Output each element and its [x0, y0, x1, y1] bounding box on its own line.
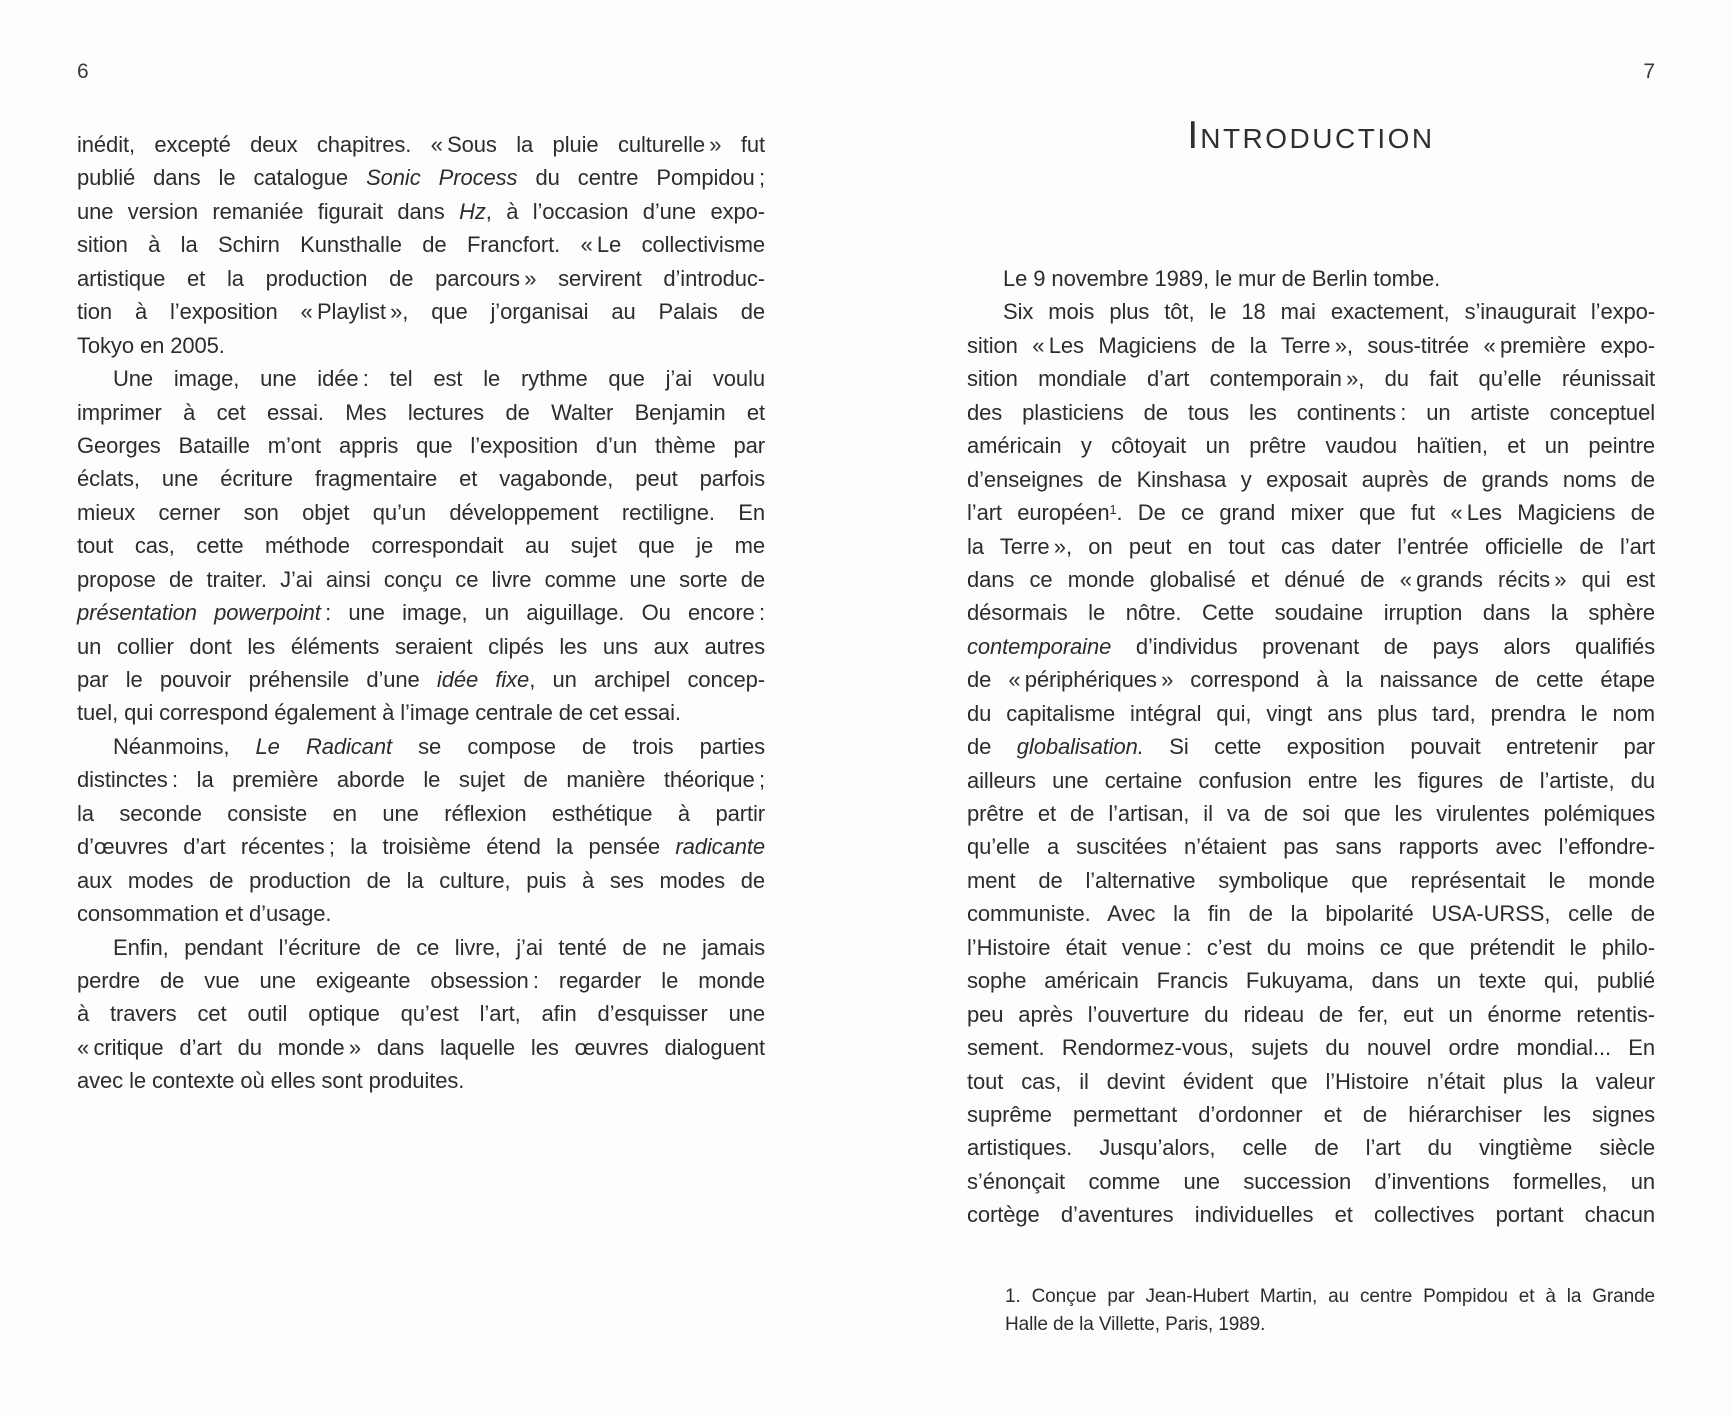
text-line: [77, 663, 765, 696]
text-segment: Enfin, pendant l’écriture de ce livre, j’ai tenté de ne jamais: [113, 934, 765, 960]
text-segment: du capitalisme intégral qui, vingt ans plus tard, prendra le nom: [967, 700, 1655, 726]
right-page-body: [967, 262, 1655, 1232]
text-line: [967, 1165, 1655, 1198]
text-segment: consommation et d’usage.: [77, 901, 332, 927]
text-segment: dans ce monde globalisé et dénué de « grands récits » qui est: [967, 566, 1655, 592]
text-line: [77, 529, 765, 562]
text-line: [77, 630, 765, 663]
left-page-number: 6: [77, 60, 89, 83]
text-line: [967, 1131, 1655, 1164]
text-segment: Six mois plus tôt, le 18 mai exactement, s’inaugurait l’expo-: [1003, 299, 1655, 325]
text-line: [967, 630, 1655, 663]
text-line: [77, 362, 765, 395]
italic-text-segment: globalisation.: [1016, 734, 1144, 760]
text-segment: Une image, une idée : tel est le rythme que j’ai voulu: [113, 366, 765, 392]
text-line: [967, 730, 1655, 763]
text-line: [77, 864, 765, 897]
text-segment: s’énonçait comme une succession d’inventions formelles, un: [967, 1168, 1655, 1194]
footnote-reference-superscript: 1: [1109, 502, 1117, 518]
text-segment: désormais le nôtre. Cette soudaine irruption dans la sphère: [967, 600, 1655, 626]
text-segment: de: [967, 734, 1017, 760]
text-segment: la seconde consiste en une réflexion esthétique à partir: [77, 800, 765, 826]
text-segment: qu’elle a suscitées n’étaient pas sans rapports avec l’effondre-: [967, 834, 1655, 860]
text-line: [77, 161, 765, 194]
text-segment: ailleurs une certaine confusion entre les figures de l’artiste, du: [967, 767, 1655, 793]
text-segment: . De ce grand mixer que fut « Les Magiciens de: [1116, 500, 1655, 526]
text-segment: américain y côtoyait un prêtre vaudou haïtien, et un peintre: [967, 433, 1655, 459]
text-segment: Halle de la Villette, Paris, 1989.: [1005, 1313, 1266, 1335]
text-segment: Si cette exposition pouvait entretenir par: [1143, 734, 1655, 760]
italic-text-segment: idée fixe: [436, 667, 530, 692]
text-segment: mieux cerner son objet qu’un développement rectiligne. En: [77, 499, 765, 525]
text-segment: d’enseignes de Kinshasa y exposait auprès de grands noms de: [967, 466, 1655, 492]
text-line: [77, 429, 765, 462]
text-segment: Néanmoins,: [113, 733, 256, 759]
text-segment: sement. Rendormez-vous, sujets du nouvel ordre mondial... En: [967, 1035, 1655, 1061]
text-segment: sition « Les Magiciens de la Terre », sous-titrée « première expo-: [967, 332, 1655, 358]
text-segment: avec le contexte où elles sont produites.: [77, 1068, 465, 1094]
text-line: [967, 998, 1655, 1031]
text-line: [77, 195, 765, 228]
text-line: [77, 396, 765, 429]
text-line: [967, 697, 1655, 730]
left-page-body: [77, 128, 765, 1098]
text-segment: Le 9 novembre 1989, le mur de Berlin tombe.: [1003, 266, 1441, 291]
text-line: [77, 329, 765, 362]
text-line: [77, 997, 765, 1030]
text-segment: de « périphériques » correspond à la naissance de cette étape: [967, 667, 1655, 693]
text-line: [77, 228, 765, 261]
text-line: [967, 563, 1655, 596]
text-segment: tion à l’exposition « Playlist », que j’organisai au Palais de: [77, 299, 765, 325]
text-segment: tout cas, il devint évident que l’Histoire n’était plus la valeur: [967, 1068, 1655, 1094]
text-line: [967, 1098, 1655, 1131]
text-segment: aux modes de production de la culture, puis à ses modes de: [77, 867, 765, 893]
text-segment: Georges Bataille m’ont appris que l’exposition d’un thème par: [77, 432, 765, 458]
text-segment: tout cas, cette méthode correspondait au sujet que je me: [77, 533, 765, 559]
text-segment: sition mondiale d’art contemporain », du fait qu’elle réunissait: [967, 366, 1655, 392]
text-line: [77, 295, 765, 328]
text-segment: tuel, qui correspond également à l’image centrale de cet essai.: [77, 700, 681, 726]
italic-text-segment: radicante: [675, 834, 765, 860]
text-segment: à travers cet outil optique qu’est l’art, afin d’esquisser une: [77, 1001, 765, 1027]
text-segment: par le pouvoir préhensile d’une: [77, 667, 437, 692]
text-segment: peu après l’ouverture du rideau de fer, eut un énorme retentis-: [967, 1001, 1655, 1027]
text-segment: Tokyo en 2005.: [77, 332, 225, 358]
text-line: [967, 663, 1655, 696]
text-line: [967, 964, 1655, 997]
text-line: [967, 596, 1655, 629]
text-segment: prêtre et de l’artisan, il va de soi que les virulentes polémiques: [967, 801, 1655, 826]
text-line: [967, 429, 1655, 462]
text-line: [967, 463, 1655, 496]
text-segment: imprimer à cet essai. Mes lectures de Walter Benjamin et: [77, 399, 765, 425]
text-line: [967, 864, 1655, 897]
text-segment: ment de l’alternative symbolique que représentait le monde: [967, 867, 1655, 893]
text-line: [967, 1031, 1655, 1064]
text-segment: , à l’occasion d’une expo-: [485, 198, 765, 224]
text-segment: sophe américain Francis Fukuyama, dans un texte qui, publié: [967, 968, 1655, 994]
text-line: [967, 1198, 1655, 1231]
text-line: [77, 1064, 765, 1097]
text-segment: perdre de vue une exigeante obsession : regarder le monde: [77, 967, 765, 993]
text-segment: suprême permettant d’ordonner et de hiérarchiser les signes: [967, 1101, 1655, 1127]
text-segment: l’art européen: [967, 500, 1110, 526]
text-line: [967, 1065, 1655, 1098]
italic-text-segment: Le Radicant: [255, 733, 392, 759]
text-segment: d’individus provenant de pays alors qualifiés: [1111, 633, 1655, 659]
text-segment: l’Histoire était venue : c’est du moins ce que prétendit le philo-: [967, 934, 1655, 960]
text-line: [77, 763, 765, 796]
text-segment: éclats, une écriture fragmentaire et vagabonde, peut parfois: [77, 466, 765, 492]
text-segment: un collier dont les éléments seraient clipés les uns aux autres: [77, 633, 765, 659]
text-segment: artistiques. Jusqu’alors, celle de l’art du vingtième siècle: [967, 1135, 1655, 1161]
text-line: [77, 797, 765, 830]
text-line: [967, 295, 1655, 328]
text-segment: distinctes : la première aborde le sujet de manière théorique ;: [77, 767, 765, 793]
text-line: [967, 329, 1655, 362]
text-line: [77, 596, 765, 629]
italic-text-segment: présentation powerpoint: [77, 600, 321, 626]
text-segment: : une image, un aiguillage. Ou encore :: [320, 600, 765, 626]
text-segment: , un archipel concep-: [529, 667, 766, 692]
text-line: [1005, 1283, 1655, 1311]
right-page-number: 7: [1643, 60, 1655, 83]
text-line: [967, 797, 1655, 830]
text-line: [967, 396, 1655, 429]
text-line: [1005, 1311, 1655, 1339]
text-line: [967, 830, 1655, 863]
text-line: [967, 262, 1655, 295]
text-segment: inédit, excepté deux chapitres. « Sous la pluie culturelle » fut: [77, 132, 765, 157]
text-segment: se compose de trois parties: [392, 733, 765, 759]
chapter-title-rest: NTRODUCTION: [1200, 123, 1435, 154]
text-segment: du centre Pompidou ;: [517, 165, 765, 191]
text-segment: 1. Conçue par Jean-Hubert Martin, au centre Pompidou et à la Grande: [1005, 1286, 1655, 1307]
text-line: [77, 964, 765, 997]
text-line: [77, 462, 765, 495]
italic-text-segment: Hz: [459, 198, 486, 224]
text-line: [77, 1031, 765, 1064]
text-segment: cortège d’aventures individuelles et collectives portant chacun: [967, 1202, 1655, 1228]
text-segment: « critique d’art du monde » dans laquelle les œuvres dialoguent: [77, 1034, 765, 1060]
text-line: [967, 764, 1655, 797]
text-segment: publié dans le catalogue: [77, 165, 367, 191]
text-line: [967, 897, 1655, 930]
text-line: [77, 128, 765, 161]
text-line: [77, 897, 765, 930]
text-line: [77, 830, 765, 863]
text-line: [967, 496, 1655, 529]
text-segment: une version remaniée figurait dans: [77, 198, 460, 224]
text-segment: sition à la Schirn Kunsthalle de Francfort. « Le collectivisme: [77, 232, 765, 258]
text-line: [77, 696, 765, 729]
text-line: [77, 262, 765, 295]
text-line: [967, 362, 1655, 395]
text-line: [77, 730, 765, 763]
text-line: [967, 530, 1655, 563]
text-segment: artistique et la production de parcours » servirent d’introduc-: [77, 265, 765, 291]
italic-text-segment: Sonic Process: [366, 165, 518, 191]
text-segment: la Terre », on peut en tout cas dater l’entrée officielle de l’art: [967, 533, 1655, 559]
text-line: [967, 931, 1655, 964]
text-segment: d’œuvres d’art récentes ; la troisième étend la pensée: [77, 834, 676, 860]
text-segment: des plasticiens de tous les continents : un artiste conceptuel: [967, 399, 1655, 425]
chapter-title: [967, 114, 1655, 158]
chapter-title-initial: I: [1187, 114, 1201, 157]
text-segment: propose de traiter. J’ai ainsi conçu ce livre comme une sorte de: [77, 566, 765, 592]
footnote: [1005, 1283, 1655, 1338]
text-segment: communiste. Avec la fin de la bipolarité USA-URSS, celle de: [967, 901, 1655, 927]
text-line: [77, 931, 765, 964]
text-line: [77, 563, 765, 596]
text-line: [77, 496, 765, 529]
italic-text-segment: contemporaine: [967, 633, 1112, 659]
